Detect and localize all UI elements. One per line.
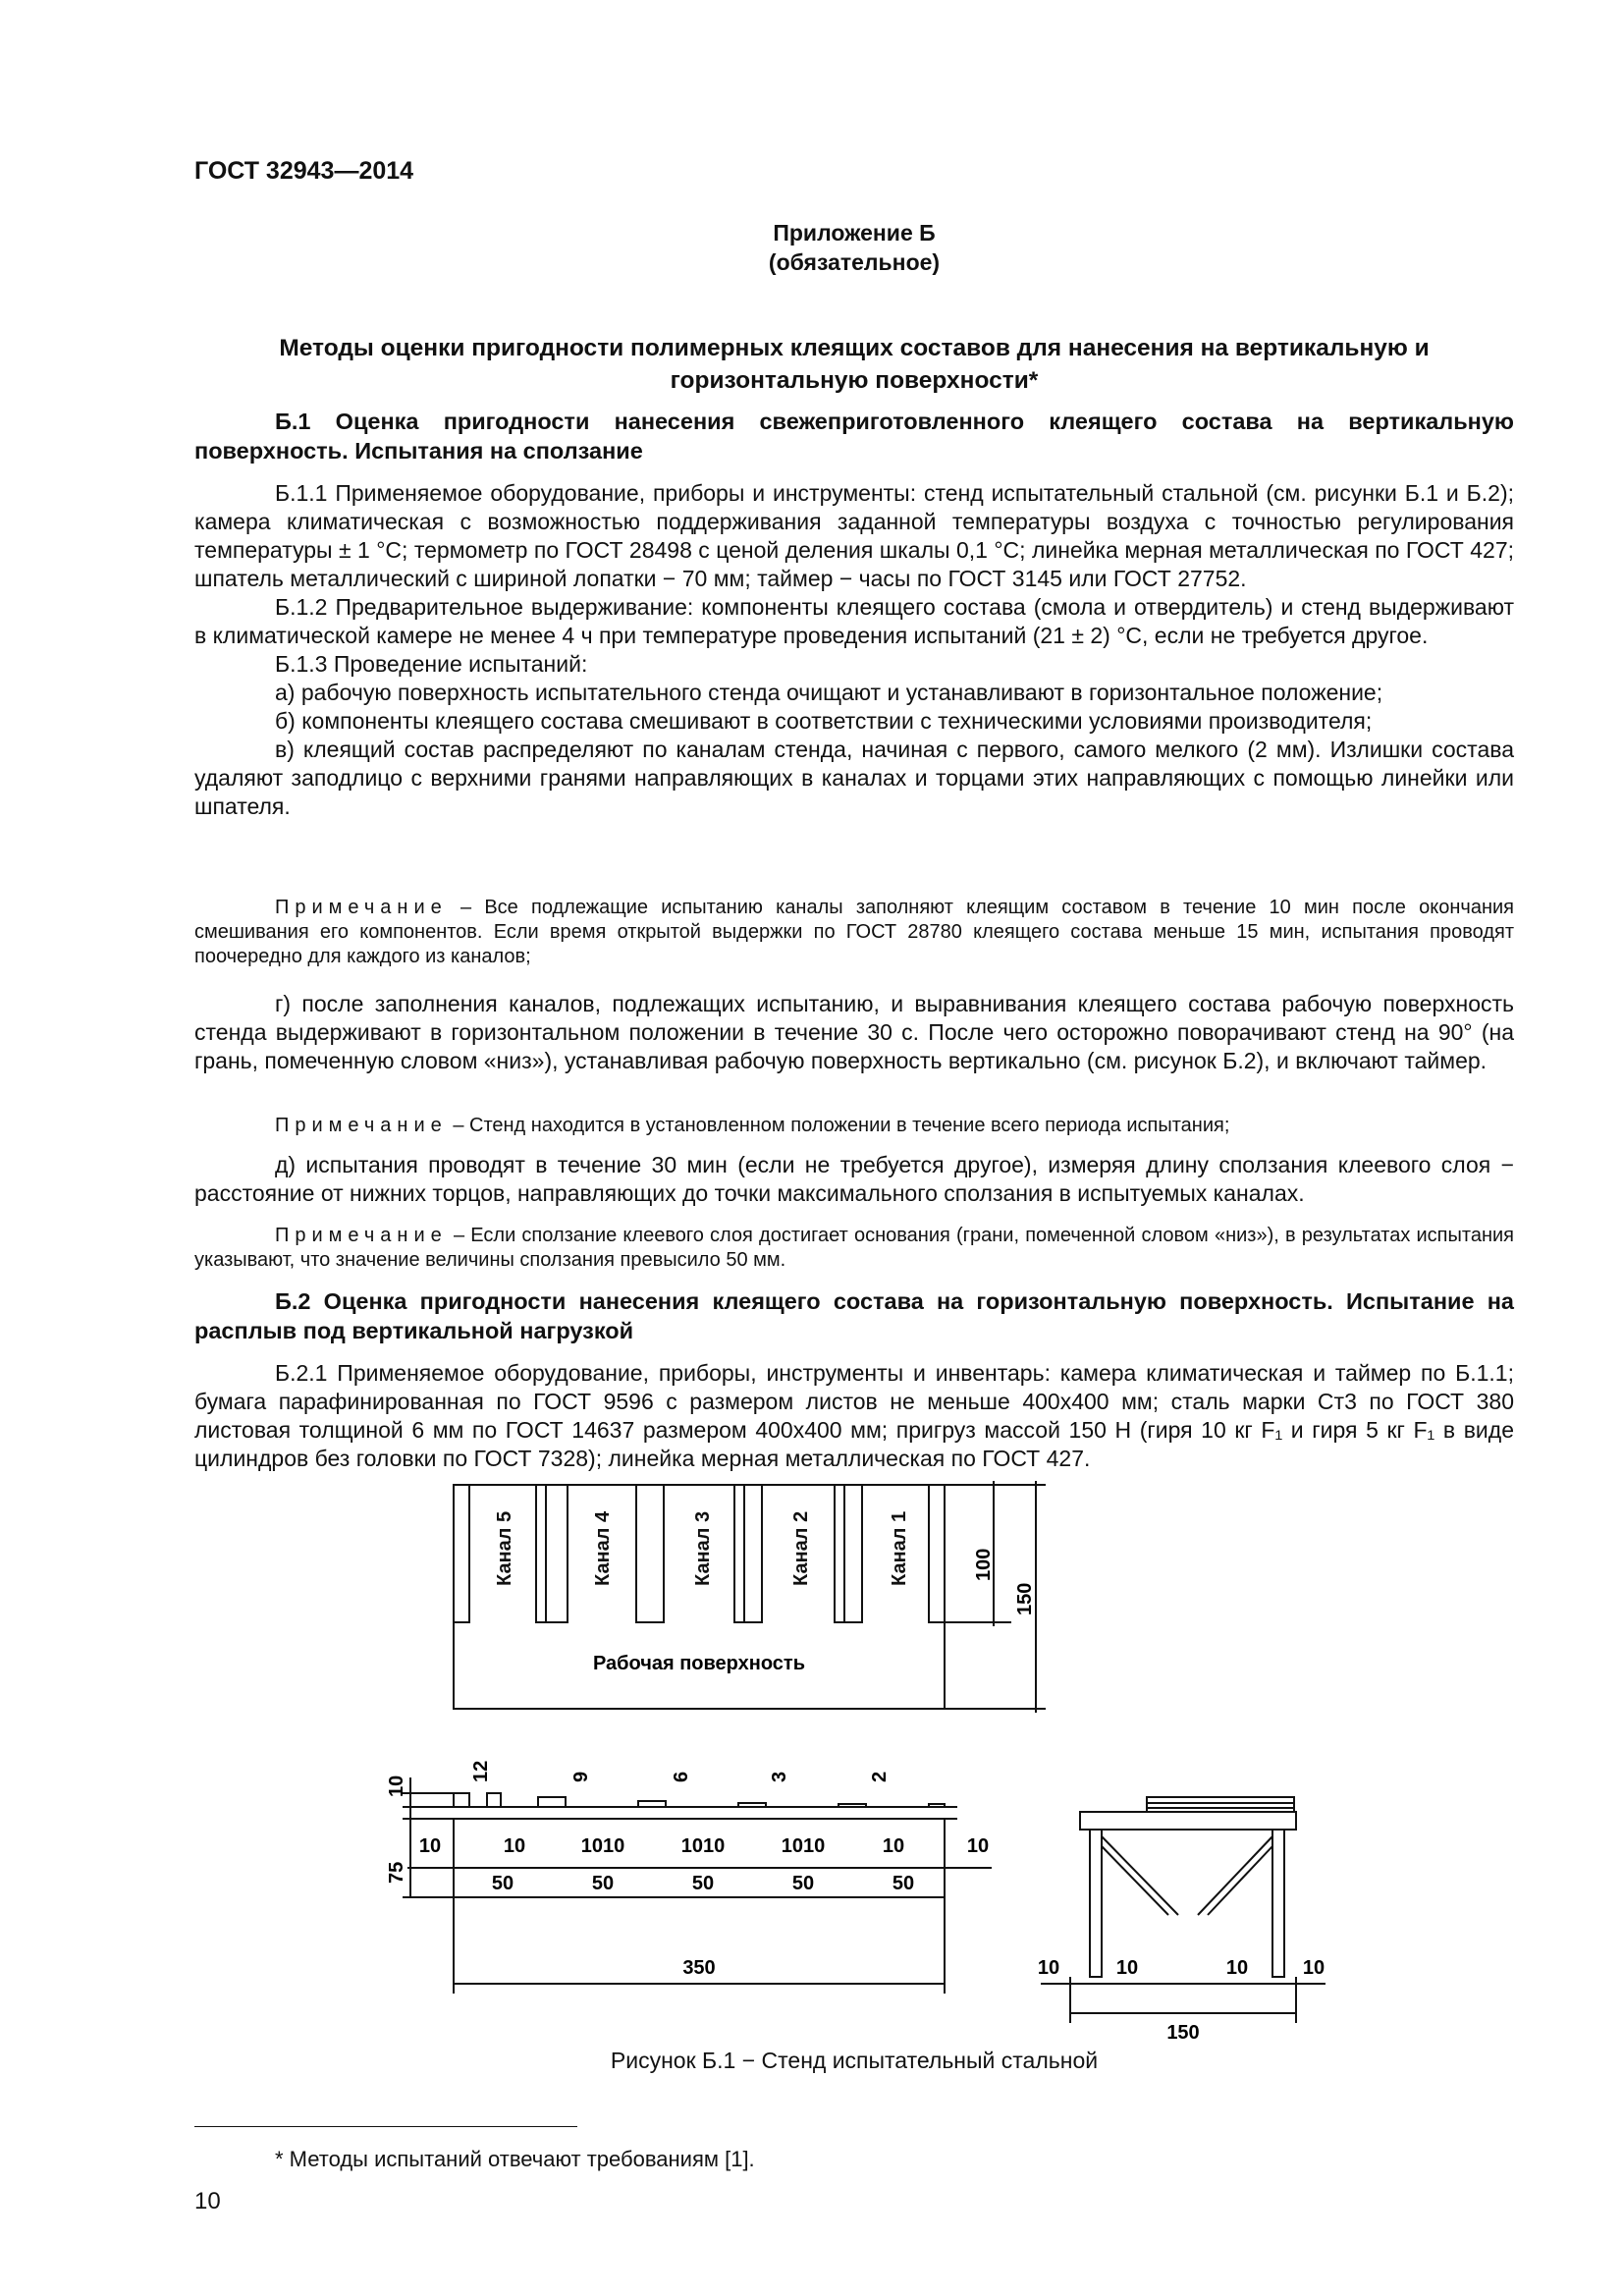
side-10-3: 10 <box>1302 1957 1325 1979</box>
figure-caption: Рисунок Б.1 − Стенд испытательный стальной <box>610 2048 1099 2073</box>
footnote-divider <box>194 2126 577 2127</box>
dim-150-horizontal: 150 <box>1166 2022 1200 2044</box>
side-10-1: 10 <box>1115 1957 1139 1979</box>
section-b1-heading: Б.1 Оценка пригодности нанесения свежеприготовленного клеящего состава на вертикальную поверхность. Испытания на сползание <box>194 409 1514 464</box>
depth-9: 9 <box>570 1771 592 1782</box>
list-item-d: д) испытания проводят в течение 30 мин (если не требуется другое), измеряя длину сползания клеевого слоя − расстояние от нижних торцов, направляющих до точки максимального сползания в испытуемых каналах. <box>194 1152 1514 1206</box>
dim-350: 350 <box>682 1957 716 1979</box>
paragraph-b2-1: Б.2.1 Применяемое оборудование, приборы, инструменты и инвентарь: камера климатическая и таймер по Б.1.1; бумага парафинированная по ГОСТ 9596 с размером листов не меньше 400х400 мм; сталь марки Ст3 по ГОСТ 380 листовая толщиной 6 мм по ГОСТ 14637 размером 400х400 мм; пригруз массой 150 Н (гиря 10 кг F₁ и гиря 5 кг F₁ в виде цилиндров без головки по ГОСТ 7328); линейка мерная металлическая по ГОСТ 427. <box>194 1360 1514 1471</box>
depth-2: 2 <box>869 1771 891 1782</box>
dim-150-vertical: 150 <box>1014 1582 1036 1615</box>
list-item-g: г) после заполнения каналов, подлежащих испытанию, и выравнивания клеящего состава рабочую поверхность стенда выдерживают в горизонтальном положении в течение 30 с. После чего осторожно поворачивают стенд на 90° (на грань, помеченную словом «низ»), устанавливая рабочую поверхность вертикально (см. рисунок Б.2), и включают таймер. <box>194 991 1514 1073</box>
channel-label-3: Канал 3 <box>692 1510 714 1586</box>
note-3-text: – Если сползание клеевого слоя достигает основания (грани, помеченной словом «низ»), в результатах испытания указывают, что значение величины сползания превысило 50 мм. <box>194 1225 1514 1271</box>
appendix-title: Приложение Б <box>773 220 936 246</box>
section-b2-heading: Б.2 Оценка пригодности нанесения клеящего состава на горизонтальную поверхность. Испытание на расплыв под вертикальной нагрузкой <box>194 1288 1514 1343</box>
row50-2: 50 <box>691 1873 715 1894</box>
list-item-b: б) компоненты клеящего состава смешивают в соответствии с техническими условиями производителя; <box>275 708 1373 734</box>
list-item-a: а) рабочую поверхность испытательного стенда очищают и устанавливают в горизонтальное положение; <box>275 680 1383 705</box>
row10-2: 1010 <box>580 1835 625 1857</box>
row10-4: 1010 <box>781 1835 826 1857</box>
page-number: 10 <box>194 2188 221 2214</box>
appendix-status: (обязательное) <box>768 249 941 275</box>
channel-label-1: Канал 1 <box>889 1510 910 1586</box>
row50-1: 50 <box>591 1873 615 1894</box>
note-label: Примечание <box>275 1225 448 1246</box>
row10-5: 10 <box>882 1835 905 1857</box>
row10-6: 10 <box>966 1835 990 1857</box>
footnote: * Методы испытаний отвечают требованиям [1]. <box>275 2147 755 2171</box>
list-item-v: в) клеящий состав распределяют по каналам стенда, начиная с первого, самого мелкого (2 мм). Излишки состава удаляют заподлицо с верхними гранями направляющих в каналах и торцами этих направляющих с помощью линейки или шпателя. <box>194 737 1514 819</box>
paragraph-b1-1: Б.1.1 Применяемое оборудование, приборы и инструменты: стенд испытательный стальной (см. рисунки Б.1 и Б.2); камера климатическая с возможностью поддерживания заданной температуры воздуха с точностью регулирования температуры ± 1 °С; термометр по ГОСТ 28498 с ценой деления шкалы 0,1 °С; линейка мерная металлическая по ГОСТ 427; шпатель металлический с шириной лопатки − 70 мм; таймер − часы по ГОСТ 3145 или ГОСТ 27752. <box>194 480 1514 591</box>
front-guides <box>454 1793 945 1807</box>
dim-10-left: 10 <box>386 1775 407 1797</box>
row10-1: 10 <box>503 1835 526 1857</box>
depth-6: 6 <box>671 1771 692 1782</box>
main-title-line-1: Методы оценки пригодности полимерных клеящих составов для нанесения на вертикальную и <box>279 335 1430 361</box>
row10-3: 1010 <box>680 1835 726 1857</box>
paragraph-b1-3: Б.1.3 Проведение испытаний: <box>275 651 588 677</box>
main-title-line-2: горизонтальную поверхности* <box>670 367 1039 394</box>
channel-label-2: Канал 2 <box>790 1510 812 1586</box>
row50-0: 50 <box>491 1873 514 1894</box>
row10-0: 10 <box>418 1835 442 1857</box>
note-label: Примечание <box>275 897 448 918</box>
dim-75: 75 <box>386 1861 407 1884</box>
note-label: Примечание <box>275 1115 448 1136</box>
dim-100: 100 <box>973 1548 995 1581</box>
row50-3: 50 <box>791 1873 815 1894</box>
depth-12: 12 <box>470 1760 492 1782</box>
side-10-0: 10 <box>1037 1957 1060 1979</box>
row50-4: 50 <box>892 1873 915 1894</box>
note-2-text: – Стенд находится в установленном положении в течение всего периода испытания; <box>453 1115 1230 1136</box>
channel-label-5: Канал 5 <box>494 1510 515 1586</box>
side-10-2: 10 <box>1225 1957 1249 1979</box>
channel-label-4: Канал 4 <box>592 1510 614 1586</box>
note-1-text: – Все подлежащие испытанию каналы заполняют клеящим составом в течение 10 мин после окончания смешивания его компонентов. Если время открытой выдержки по ГОСТ 28780 клеящего состава меньше 15 мин, испытания проводят поочередно для каждого из каналов; <box>194 897 1514 967</box>
paragraph-b1-2: Б.1.2 Предварительное выдерживание: компоненты клеящего состава (смола и отвердитель) и стенд выдерживают в климатической камере не менее 4 ч при температуре проведения испытаний (21 ± 2) °С, если не требуется другое. <box>194 594 1514 648</box>
work-surface-label: Рабочая поверхность <box>592 1653 806 1674</box>
depth-3: 3 <box>769 1771 790 1782</box>
doc-header-code: ГОСТ 32943—2014 <box>194 157 414 185</box>
